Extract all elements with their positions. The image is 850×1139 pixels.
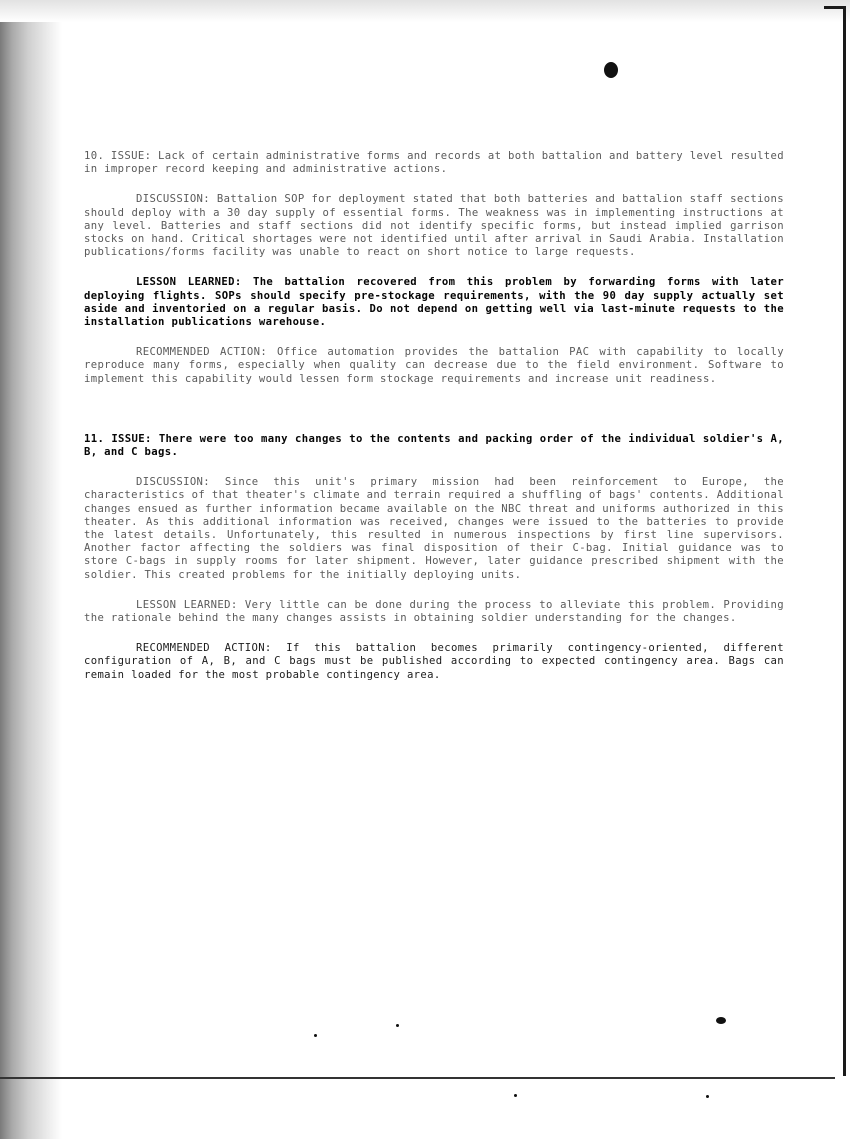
scan-speck [706, 1095, 709, 1098]
page-bottom-rule [0, 1077, 835, 1079]
item-11-discussion: DISCUSSION: Since this unit's primary mission had been reinforcement to Europe, the characteristics of that theater's climate and terrain required a shuffling of bags' contents. Additional changes ensued as further information became available on the NBC threat and uniforms authorized in this theater. As this additional information was received, changes were issued to the batteries to provide the latest details. Unfortunately, this resulted in numerous inspections by first line supervisors. Another factor affecting the soldiers was final disposition of their C-bag. Initial guidance was to store C-bags in supply rooms for later shipment. However, later guidance prescribed shipment with the soldier. This created problems for the initially deploying units. [84, 476, 784, 581]
page-corner-border [824, 6, 846, 9]
scan-speck [514, 1094, 517, 1097]
item-10-lesson-learned: LESSON LEARNED: The battalion recovered from this problem by forwarding forms with later deploying flights. SOPs should specify pre-stockage requirements, with the 90 day supply actually set aside and inventoried on a regular basis. Do not depend on getting well via last-minute requests to the installation publications warehouse. [84, 276, 784, 329]
item-10-discussion: DISCUSSION: Battalion SOP for deployment stated that both batteries and battalion staff sections should deploy with a 30 day supply of essential forms. The weakness was in implementing instructions at any level. Batteries and staff sections did not identify specific forms, but instead implied garrison stocks on hand. Critical shortages were not identified until after arrival in Saudi Arabia. Installation publications/forms facility was unable to react on short notice to large requests. [84, 193, 784, 259]
item-11-issue: 11. ISSUE: There were too many changes to the contents and packing order of the individual soldier's A, B, and C bags. [84, 432, 784, 459]
scan-edge-shadow [0, 0, 62, 1139]
page-right-border [843, 6, 846, 1076]
document-body [84, 150, 784, 682]
scan-speck [604, 62, 618, 78]
scan-top-shadow [0, 0, 850, 22]
scan-speck [314, 1034, 317, 1037]
scan-speck [716, 1017, 726, 1024]
item-10-recommended-action: RECOMMENDED ACTION: Office automation provides the battalion PAC with capability to locally reproduce many forms, especially when quality can decrease due to the field environment. Software to implement this capability would lessen form stockage requirements and increase unit readiness. [84, 346, 784, 385]
item-10-issue: 10. ISSUE: Lack of certain administrative forms and records at both battalion and battery level resulted in improper record keeping and administrative actions. [84, 150, 784, 176]
item-11-recommended-action: RECOMMENDED ACTION: If this battalion becomes primarily contingency-oriented, different configuration of A, B, and C bags must be published according to expected contingency area. Bags can remain loaded for the most probable contingency area. [84, 642, 784, 681]
scan-speck [396, 1024, 399, 1027]
item-11-lesson-learned: LESSON LEARNED: Very little can be done during the process to alleviate this problem. Providing the rationale behind the many changes assists in obtaining soldier understanding for the changes. [84, 598, 784, 625]
